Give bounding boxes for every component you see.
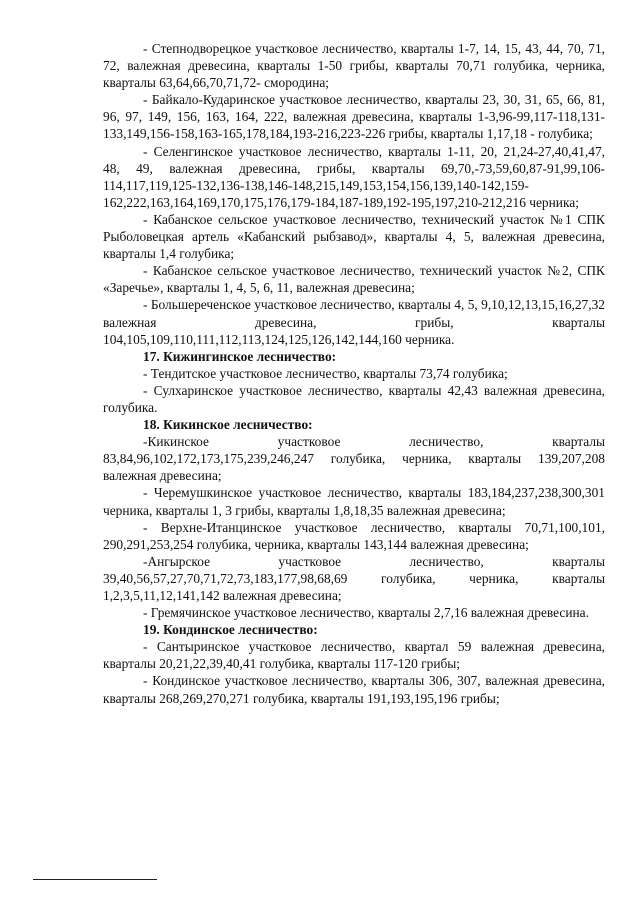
paragraph-kikinskoe: -Кикинское участковое лесничество, кварталы 83,84,96,102,172,173,175,239,246,247 голубика, черника, кварталы 139,207,208 валежная древесина; xyxy=(103,434,605,484)
paragraph-tenditskoe: - Тендитское участковое лесничество, кварталы 73,74 голубика; xyxy=(143,365,508,381)
footnote-separator-line xyxy=(33,879,157,880)
paragraph-kabanskoe-uchastok-1: - Кабанское сельское участковое лесничество, технический участок №1 СПК Рыболовецкая артель «Кабанский рыбзавод», кварталы 4, 5, валежная древесина, кварталы 1,4 голубика; xyxy=(103,211,605,262)
paragraph-verkhne-itantsinskoe: - Верхне-Итанцинское участковое лесничество, кварталы 70,71,100,101, 290,291,253,254 голубика, черника, кварталы 143,144 валежная древесина; xyxy=(103,519,605,552)
section-heading-17: 17. Кижингинское лесничество: xyxy=(143,348,337,364)
section-heading-18: 18. Кикинское лесничество: xyxy=(143,417,313,433)
paragraph-cheremushkinskoe: - Черемушкинское участковое лесничество, кварталы 183,184,237,238,300,301 черника, кварталы 1, 3 грибы, кварталы 1,8,18,35 валежная древесина; xyxy=(103,485,605,518)
paragraph-sulkharinskoe: - Сулхаринское участковое лесничество, кварталы 42,43 валежная древесина, голубика. xyxy=(103,382,605,415)
paragraph-baikalo-kudarinskoe: - Байкало-Кударинское участковое лесничество, кварталы 23, 30, 31, 65, 66, 81, 96, 97, 149, 156, 163, 164, 222, валежная древесина, кварталы 1-3,96-99,117-118,131-133,149,156-158,163-165,178,184,193-216,223-226 грибы, кварталы 1,17,18 - голубика; xyxy=(103,92,605,142)
paragraph-gremyachinskoe: - Гремячинское участковое лесничество, кварталы 2,7,16 валежная древесина. xyxy=(143,605,589,621)
paragraph-bolsherechenskoe: - Большереченское участковое лесничество, кварталы 4, 5, 9,10,12,13,15,16,27,32 валежная древесина, грибы, кварталы 104,105,109,110,111,112,113,124,125,126,142,144,160 черника. xyxy=(103,297,605,347)
paragraph-selenginskoe: - Селенгинское участковое лесничество, кварталы 1-11, 20, 21,24-27,40,41,47, 48, 49, валежная древесина, грибы, кварталы 69,70,-73,59,60,87-91,99,106-114,117,119,125-132,136-138,146-148,215,149,153,154,156,139,140-142,159-162,222,163,164,169,170,175,176,179-184,187-189,192-195,197,210-212,216 черника; xyxy=(103,143,605,210)
paragraph-stepnodvoretskoe: - Степнодворецкое участковое лесничество, кварталы 1-7, 14, 15, 43, 44, 70, 71, 72, валежная древесина, кварталы 1-50 грибы, кварталы 70,71 голубика, черника, кварталы 63,64,66,70,71,72- смородина; xyxy=(103,41,605,91)
paragraph-kondinskoe: - Кондинское участковое лесничество, кварталы 306, 307, валежная древесина, кварталы 268,269,270,271 голубика, кварталы 191,193,195,196 грибы; xyxy=(103,673,605,706)
paragraph-angyrskoe: -Ангырское участковое лесничество, кварталы 39,40,56,57,27,70,71,72,73,183,177,98,68,69 голубика, черника, кварталы 1,2,3,5,11,12,141,142 валежная древесина; xyxy=(103,553,605,603)
section-heading-19: 19. Кондинское лесничество: xyxy=(143,622,318,638)
paragraph-kabanskoe-uchastok-2: - Кабанское сельское участковое лесничество, технический участок №2, СПК «Заречье», кварталы 1, 4, 5, 6, 11, валежная древесина; xyxy=(103,263,605,296)
paragraph-santyrinskoe: - Сантыринское участковое лесничество, квартал 59 валежная древесина, кварталы 20,21,22,39,40,41 голубика, кварталы 117-120 грибы; xyxy=(103,639,605,672)
document-body xyxy=(103,40,605,707)
